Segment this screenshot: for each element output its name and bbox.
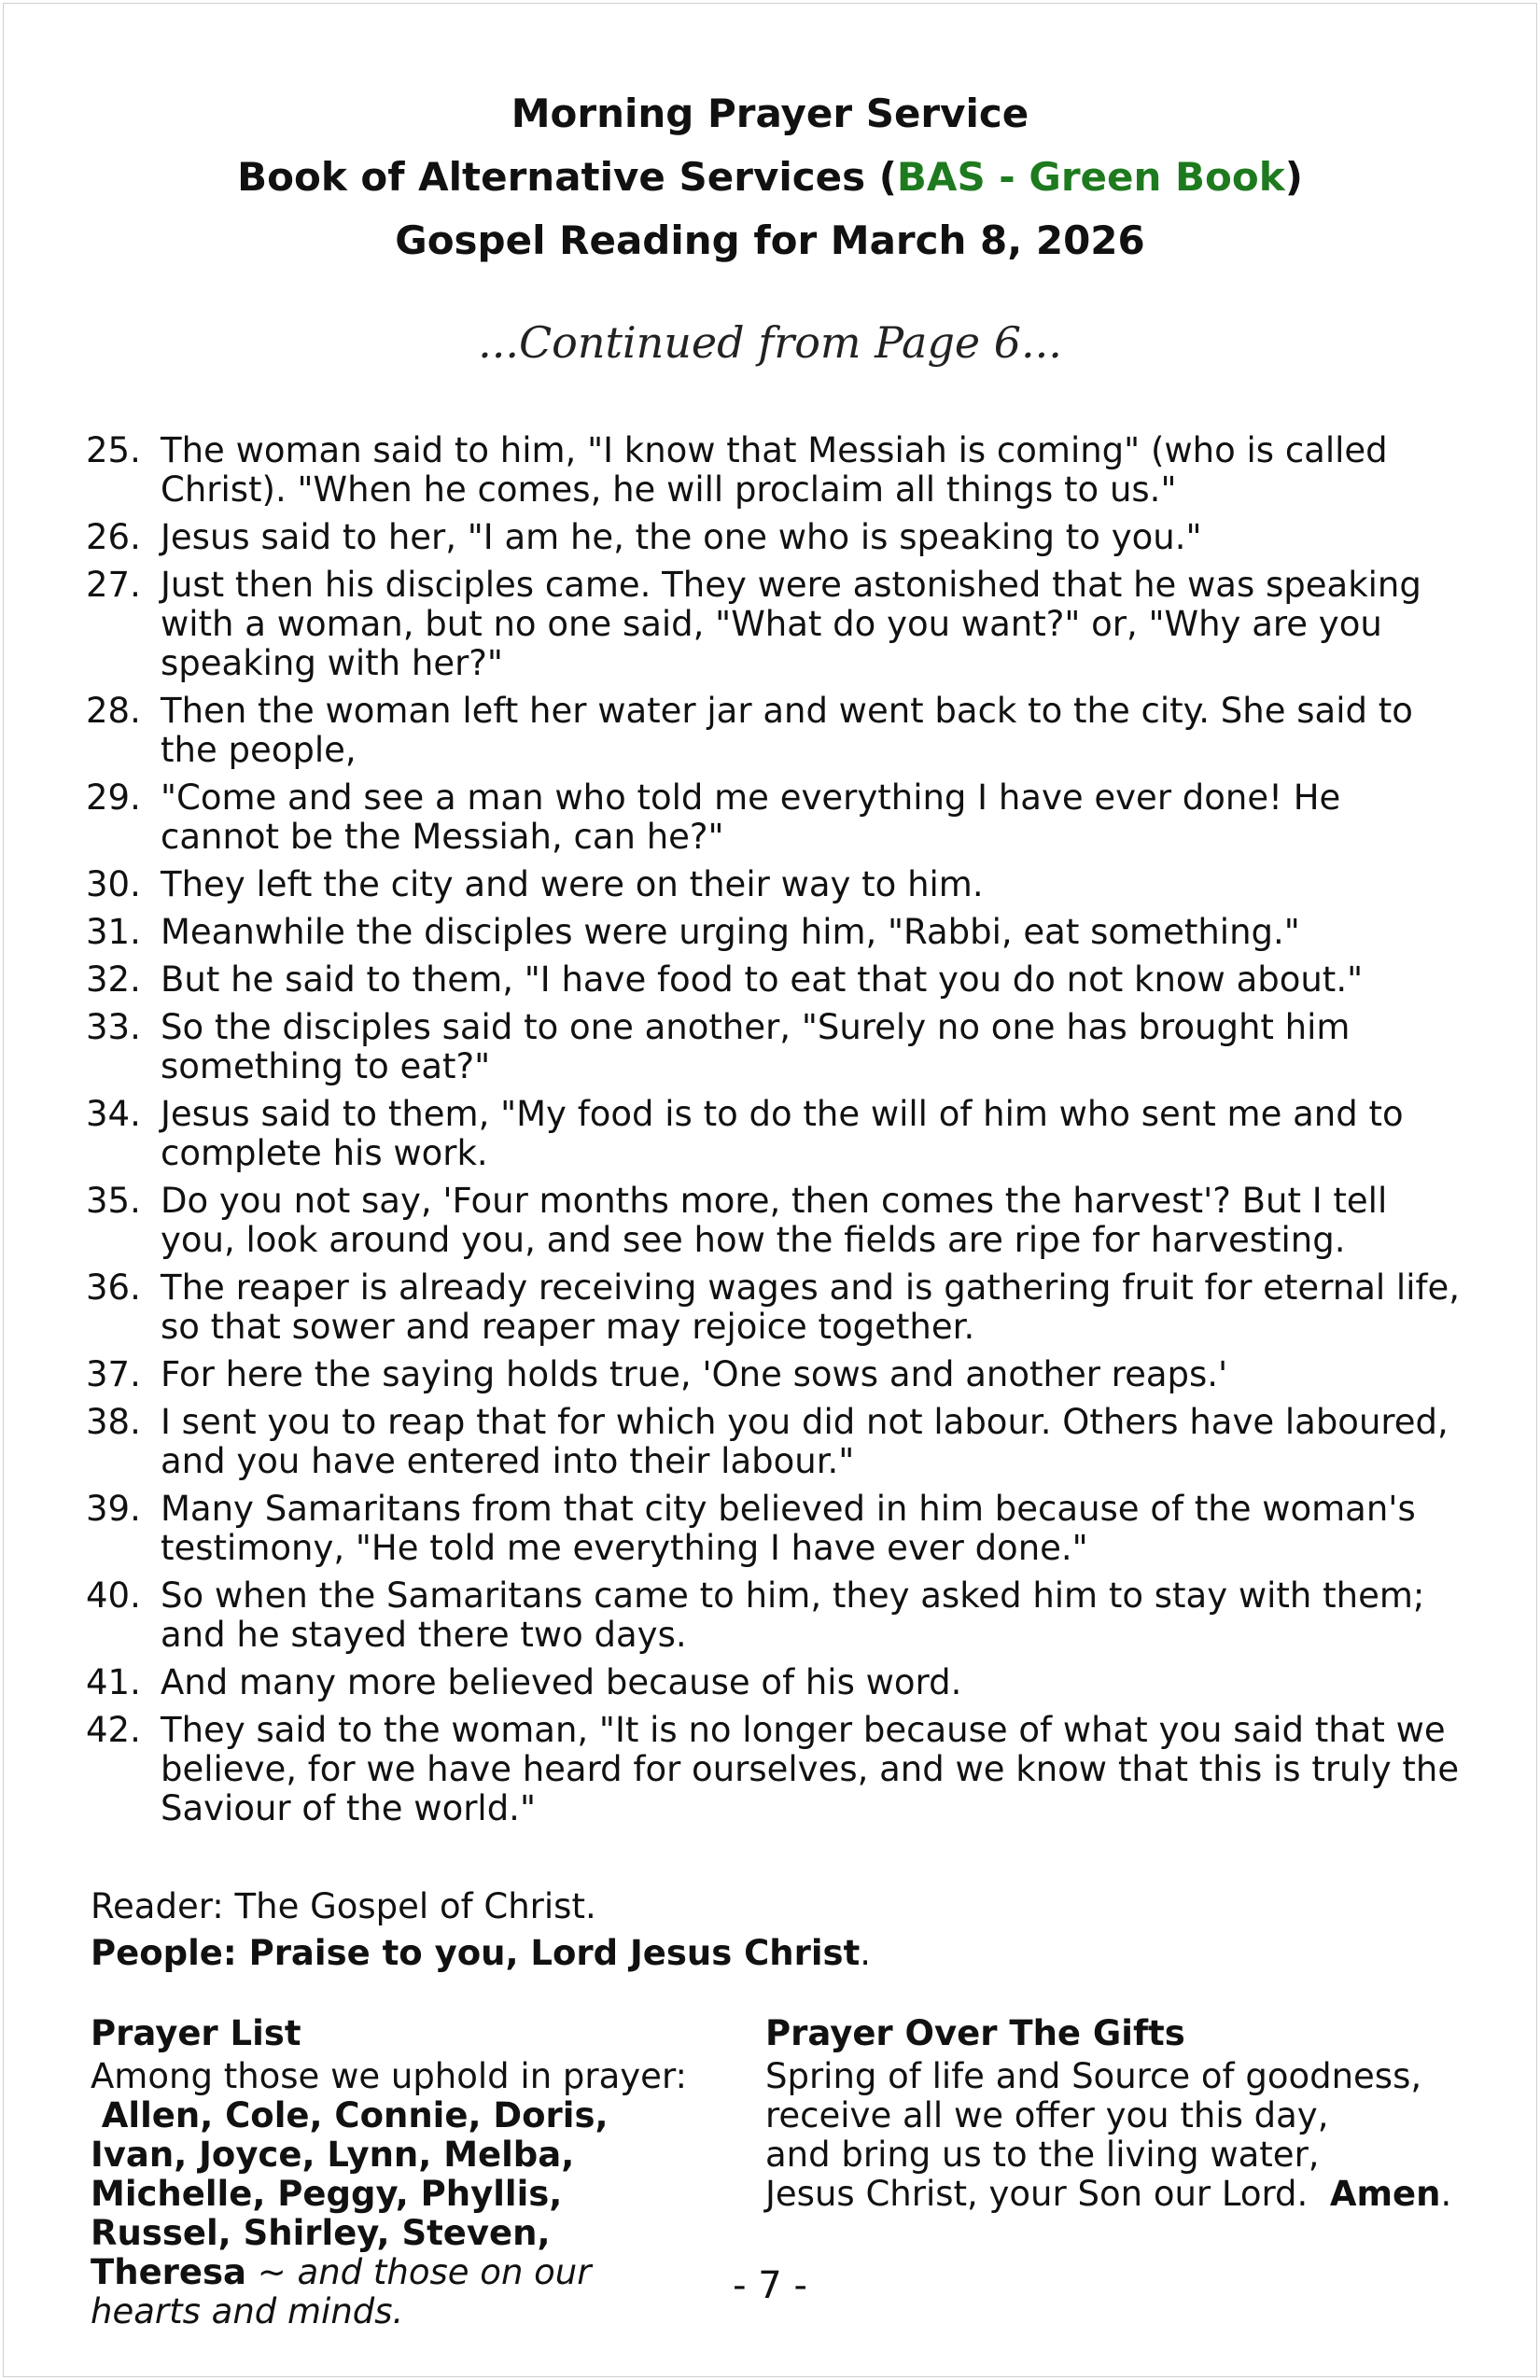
people-line: [91, 1930, 871, 1977]
prayer-list-title: Prayer List: [91, 2013, 301, 2053]
verse-text: They said to the woman, "It is no longer because of what you said that we believe, for we have heard for ourselves, and we know that this is truly the Saviour of the world.": [161, 1710, 1460, 1828]
prayer-gifts-line-3: and bring us to the living water,: [765, 2135, 1320, 2175]
verse-number: 32.: [86, 959, 141, 1000]
page-number: - 7 -: [733, 2264, 807, 2307]
verse-item: [86, 913, 1467, 952]
prayer-list-names: Allen, Cole, Connie, Doris, Ivan, Joyce, Lynn, Melba, Michelle, Peggy, Phyllis, Russel, Shirley, Steven, Theresa: [91, 2095, 609, 2292]
verse-text: I sent you to reap that for which you did not labour. Others have laboured, and you have entered into their labour.": [161, 1402, 1449, 1481]
verse-text: So when the Samaritans came to him, they asked him to stay with them; and he stayed there two days.: [161, 1575, 1425, 1655]
verse-number: 29.: [86, 777, 141, 818]
verse-text: But he said to them, "I have food to eat that you do not know about.": [161, 959, 1364, 1000]
verse-text: They left the city and were on their way to him.: [161, 864, 984, 904]
people-response-end: .: [860, 1933, 872, 1973]
book-title-highlight: BAS - Green Book: [896, 154, 1285, 200]
verse-number: 39.: [86, 1489, 141, 1529]
response-block: [91, 1883, 871, 1977]
verse-item: [86, 1182, 1467, 1260]
verse-number: 40.: [86, 1575, 141, 1616]
verse-number: 30.: [86, 864, 141, 904]
people-response: People: Praise to you, Lord Jesus Christ: [91, 1933, 861, 1973]
verse-item: [86, 1576, 1467, 1655]
verse-text: For here the saying holds true, 'One sows and another reaps.': [161, 1354, 1228, 1394]
verse-number: 31.: [86, 912, 141, 952]
verse-text: Jesus said to them, "My food is to do the will of him who sent me and to complete his work.: [161, 1094, 1404, 1173]
verse-number: 41.: [86, 1662, 141, 1702]
amen: Amen: [1329, 2174, 1441, 2214]
verse-item: [86, 1268, 1467, 1347]
verse-text: Do you not say, 'Four months more, then comes the harvest'? But I tell you, look around you, and see how the fields are ripe for harvesting.: [161, 1181, 1388, 1260]
verse-text: The reaper is already receiving wages and is gathering fruit for eternal life, so that sower and reaper may rejoice together.: [161, 1267, 1461, 1347]
verse-item: [86, 1403, 1467, 1481]
service-title: Morning Prayer Service: [511, 91, 1029, 136]
verse-text: So the disciples said to one another, "Surely no one has brought him something to eat?": [161, 1007, 1351, 1086]
verse-text: Then the woman left her water jar and went back to the city. She said to the people,: [161, 691, 1413, 770]
verse-item: [86, 960, 1467, 1000]
verse-item: [86, 566, 1467, 683]
verse-item: [86, 1663, 1467, 1702]
verse-item: [86, 865, 1467, 904]
verse-item: [86, 1008, 1467, 1086]
verse-list: [86, 431, 1467, 1837]
verse-item: [86, 518, 1467, 557]
prayer-gifts-title: Prayer Over The Gifts: [765, 2013, 1185, 2053]
verse-text: And many more believed because of his word.: [161, 1662, 962, 1702]
page-header: [0, 82, 1540, 273]
verse-number: 34.: [86, 1094, 141, 1134]
verse-text: Just then his disciples came. They were astonished that he was speaking with a woman, but no one said, "What do you want?" or, "Why are you speaking with her?": [161, 565, 1421, 683]
continued-note: ...Continued from Page 6...: [478, 317, 1062, 368]
prayer-list-tail: ~ and those on our hearts and minds.: [91, 2252, 592, 2331]
amen-end: .: [1440, 2174, 1452, 2214]
prayer-gifts-line-4-text: Jesus Christ, your Son our Lord.: [765, 2174, 1309, 2214]
verse-number: 26.: [86, 517, 141, 557]
verse-item: [86, 1355, 1467, 1394]
verse-text: Meanwhile the disciples were urging him, "Rabbi, eat something.": [161, 912, 1300, 952]
prayer-gifts-line-1: Spring of life and Source of goodness,: [765, 2056, 1422, 2096]
book-title-prefix: Book of Alternative Services (: [237, 154, 897, 200]
book-title-suffix: ): [1284, 154, 1303, 200]
verse-number: 33.: [86, 1007, 141, 1047]
prayer-list-intro: Among those we uphold in prayer:: [91, 2056, 687, 2096]
verse-number: 25.: [86, 430, 141, 470]
verse-number: 27.: [86, 565, 141, 605]
verse-text: Jesus said to her, "I am he, the one who is speaking to you.": [161, 517, 1202, 557]
verse-text: Many Samaritans from that city believed in him because of the woman's testimony, "He told me everything I have ever done.": [161, 1489, 1416, 1568]
prayer-over-gifts: [765, 2014, 1475, 2214]
prayer-gifts-line-4: [765, 2175, 1475, 2214]
verse-text: "Come and see a man who told me everything I have ever done! He cannot be the Messiah, can he?": [161, 777, 1341, 857]
reader-line: Reader: The Gospel of Christ.: [91, 1886, 596, 1926]
verse-item: [86, 1711, 1467, 1828]
verse-item: [86, 1490, 1467, 1568]
verse-item: [86, 431, 1467, 510]
verse-number: 35.: [86, 1181, 141, 1221]
reading-title: Gospel Reading for March 8, 2026: [395, 217, 1145, 263]
verse-number: 36.: [86, 1267, 141, 1308]
verse-text: The woman said to him, "I know that Messiah is coming" (who is called Christ). "When he comes, he will proclaim all things to us.": [161, 430, 1388, 510]
verse-number: 42.: [86, 1710, 141, 1750]
verse-number: 28.: [86, 691, 141, 731]
prayer-gifts-line-2: receive all we offer you this day,: [765, 2095, 1329, 2135]
verse-number: 38.: [86, 1402, 141, 1442]
verse-item: [86, 778, 1467, 857]
verse-item: [86, 1095, 1467, 1173]
book-title: [0, 146, 1540, 209]
verse-number: 37.: [86, 1354, 141, 1394]
verse-item: [86, 692, 1467, 770]
